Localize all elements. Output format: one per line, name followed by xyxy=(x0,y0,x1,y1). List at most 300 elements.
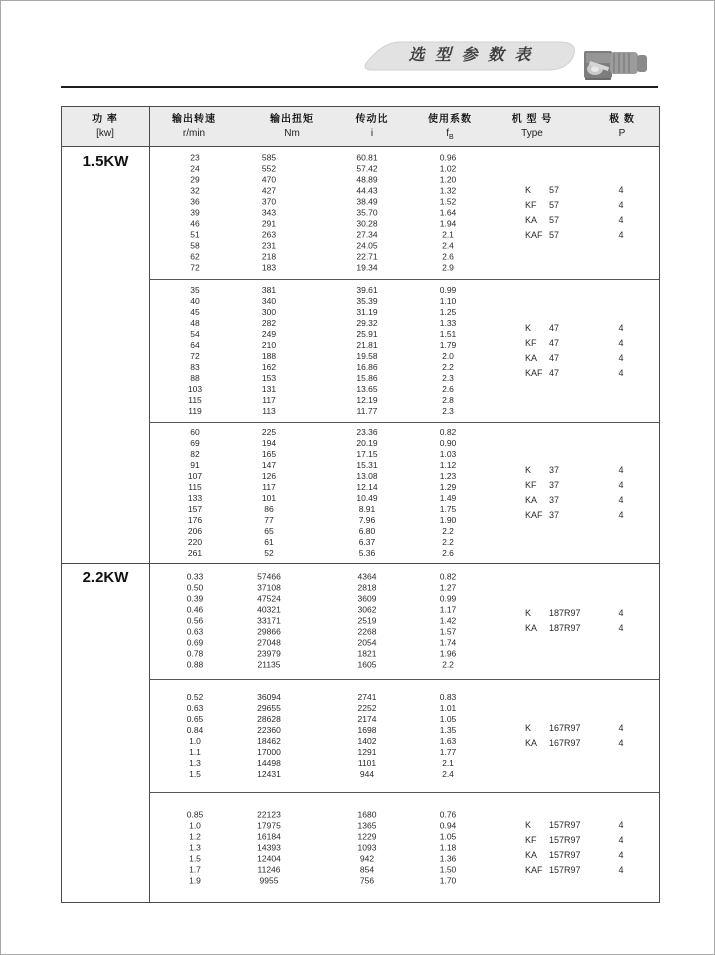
cell-i: 1402 xyxy=(357,736,377,746)
cell-i: 1821 xyxy=(357,648,377,659)
cell-fb: 1.90 xyxy=(439,515,457,525)
cell-rpm: 1.3 xyxy=(189,842,201,852)
cell-i: 854 xyxy=(359,864,375,874)
cell-fb: 2.8 xyxy=(442,395,454,405)
cell-fb: 2.6 xyxy=(442,548,454,558)
type-prefix: KA xyxy=(525,623,538,633)
title-badge xyxy=(364,41,578,72)
cell-fb: 1.20 xyxy=(439,174,457,185)
cell-rpm: 1.5 xyxy=(189,853,201,863)
cell-fb: 1.23 xyxy=(439,471,457,481)
ratio-group xyxy=(149,422,659,563)
cell-fb: 0.96 xyxy=(439,152,457,163)
cell-nm: 585 xyxy=(261,152,277,163)
type-name: KAF 57 xyxy=(525,228,601,243)
cell-nm: 165 xyxy=(261,449,277,459)
pole-count: 4 xyxy=(618,849,624,860)
cell-rpm: 0.78 xyxy=(186,648,204,659)
pole-count: 4 xyxy=(618,623,624,633)
cell-i: 12.14 xyxy=(356,482,378,492)
pole-count: 4 xyxy=(618,834,624,845)
type-row xyxy=(525,183,641,198)
type-prefix: K xyxy=(525,819,532,830)
cell-fb: 1.10 xyxy=(439,296,457,306)
cell-fb: 1.03 xyxy=(439,449,457,459)
pole-count: 4 xyxy=(618,465,624,475)
type-row xyxy=(525,621,641,636)
cell-i: 31.19 xyxy=(356,307,378,317)
type-row xyxy=(525,833,641,848)
cell-rpm: 220 xyxy=(187,537,203,547)
cell-nm: 28628 xyxy=(257,714,281,724)
column-rpm xyxy=(187,692,204,780)
cell-i: 3062 xyxy=(357,604,377,615)
cell-rpm: 206 xyxy=(187,526,203,536)
pole-count: 4 xyxy=(618,215,624,225)
cell-i: 942 xyxy=(359,853,375,863)
cell-rpm: 1.0 xyxy=(189,820,201,830)
column-fb xyxy=(440,285,457,417)
type-row xyxy=(525,508,641,523)
type-row xyxy=(525,863,641,878)
type-name: K 167R97 xyxy=(525,721,601,736)
cell-i: 12.19 xyxy=(356,395,378,405)
cell-rpm: 1.5 xyxy=(189,769,201,779)
cell-nm: 194 xyxy=(261,438,277,448)
cell-nm: 27048 xyxy=(257,637,281,648)
ratio-group xyxy=(149,147,659,279)
cell-nm: 17000 xyxy=(257,747,281,757)
cell-fb: 0.82 xyxy=(439,571,457,582)
cell-nm: 18462 xyxy=(257,736,281,746)
cell-i: 30.28 xyxy=(356,218,378,229)
cell-i: 60.81 xyxy=(356,152,378,163)
cell-rpm: 133 xyxy=(187,493,203,503)
type-prefix: KA xyxy=(525,495,538,505)
type-prefix: K xyxy=(525,185,532,195)
type-name: KAF 47 xyxy=(525,366,601,381)
cell-fb: 1.12 xyxy=(439,460,457,470)
cell-rpm: 0.63 xyxy=(186,703,204,713)
cell-nm: 183 xyxy=(261,262,277,273)
cell-rpm: 36 xyxy=(190,196,200,207)
cell-fb: 1.75 xyxy=(439,504,457,514)
cell-i: 1365 xyxy=(357,820,377,830)
cell-rpm: 0.88 xyxy=(186,659,204,670)
cell-rpm: 0.39 xyxy=(186,593,204,604)
cell-fb: 0.90 xyxy=(439,438,457,448)
cell-rpm: 24 xyxy=(190,163,200,174)
cell-nm: 370 xyxy=(261,196,277,207)
cell-rpm: 48 xyxy=(190,318,200,328)
cell-i: 29.32 xyxy=(356,318,378,328)
cell-rpm: 0.84 xyxy=(186,725,204,735)
cell-rpm: 115 xyxy=(188,395,202,405)
cell-nm: 188 xyxy=(261,351,277,361)
column-i xyxy=(358,809,377,886)
cell-fb: 1.63 xyxy=(439,736,457,746)
cell-fb: 2.3 xyxy=(442,373,454,383)
cell-i: 6.80 xyxy=(358,526,376,536)
cell-i: 24.05 xyxy=(356,240,378,251)
col-header-poles: 极 数 P xyxy=(609,114,635,139)
column-i xyxy=(358,692,377,780)
type-block xyxy=(525,606,641,636)
type-block xyxy=(525,818,641,878)
cell-nm: 210 xyxy=(261,340,277,350)
table-header xyxy=(62,107,659,147)
type-name: KA 37 xyxy=(525,493,601,508)
cell-i: 3609 xyxy=(357,593,377,604)
cell-rpm: 54 xyxy=(190,329,200,339)
cell-fb: 1.64 xyxy=(439,207,457,218)
cell-rpm: 82 xyxy=(190,449,200,459)
cell-i: 6.37 xyxy=(358,537,376,547)
cell-rpm: 58 xyxy=(190,240,200,251)
cell-rpm: 1.0 xyxy=(189,736,201,746)
col-header-speed: 输出转速 r/min xyxy=(172,114,216,139)
type-prefix: KF xyxy=(525,834,537,845)
cell-fb: 2.6 xyxy=(442,384,454,394)
col-header-power: 功 率 [kw] xyxy=(92,114,118,139)
cell-fb: 2.4 xyxy=(442,240,454,251)
column-rpm xyxy=(188,285,202,417)
pole-count: 4 xyxy=(618,200,624,210)
type-row xyxy=(525,198,641,213)
cell-fb: 1.01 xyxy=(439,703,457,713)
cell-i: 19.34 xyxy=(356,262,378,273)
cell-rpm: 91 xyxy=(190,460,200,470)
power-label: 1.5KW xyxy=(82,153,129,170)
pole-count: 4 xyxy=(618,495,624,505)
type-block xyxy=(525,721,641,751)
type-block xyxy=(525,183,641,243)
cell-fb: 0.99 xyxy=(439,593,457,604)
type-row xyxy=(525,736,641,751)
column-nm xyxy=(257,572,281,671)
cell-i: 4364 xyxy=(357,571,377,582)
cell-i: 1101 xyxy=(357,758,377,768)
cell-fb: 1.51 xyxy=(439,329,457,339)
cell-rpm: 51 xyxy=(190,229,200,240)
type-row xyxy=(525,228,641,243)
pole-count: 4 xyxy=(618,230,624,240)
column-rpm xyxy=(188,427,202,559)
cell-i: 38.49 xyxy=(356,196,378,207)
type-prefix: K xyxy=(525,723,532,733)
type-name: KA 157R97 xyxy=(525,848,601,863)
column-i xyxy=(356,153,377,274)
cell-fb: 1.36 xyxy=(439,853,457,863)
cell-fb: 1.77 xyxy=(439,747,457,757)
type-row xyxy=(525,606,641,621)
cell-nm: 16184 xyxy=(257,831,281,841)
type-prefix: KAF xyxy=(525,368,543,378)
cell-i: 27.34 xyxy=(356,229,378,240)
pole-count: 4 xyxy=(618,819,624,830)
cell-fb: 0.82 xyxy=(439,427,457,437)
cell-i: 48.89 xyxy=(356,174,378,185)
cell-fb: 1.18 xyxy=(439,842,457,852)
cell-rpm: 23 xyxy=(190,152,200,163)
cell-nm: 117 xyxy=(262,482,276,492)
cell-i: 22.71 xyxy=(356,251,378,262)
cell-fb: 1.94 xyxy=(439,218,457,229)
col-header-service-factor: 使用系数 $f_B$ xyxy=(428,114,472,141)
pole-count: 4 xyxy=(618,353,624,363)
type-prefix: K xyxy=(525,323,532,333)
type-row xyxy=(525,818,641,833)
cell-fb: 2.6 xyxy=(442,251,454,262)
cell-fb: 2.1 xyxy=(442,229,454,240)
cell-fb: 2.2 xyxy=(442,537,454,547)
cell-nm: 381 xyxy=(261,285,277,295)
cell-nm: 47524 xyxy=(257,593,281,604)
pole-count: 4 xyxy=(618,723,624,733)
page-title: 选 型 参 数 表 xyxy=(408,47,534,64)
cell-nm: 11246 xyxy=(257,864,281,874)
type-row xyxy=(525,493,641,508)
cell-fb: 0.94 xyxy=(439,820,457,830)
col-header-torque: 输出扭矩 Nm xyxy=(270,114,314,139)
cell-rpm: 115 xyxy=(188,482,202,492)
cell-fb: 2.2 xyxy=(442,362,454,372)
cell-i: 15.31 xyxy=(356,460,378,470)
cell-fb: 1.35 xyxy=(439,725,457,735)
type-name: KAF 157R97 xyxy=(525,863,601,878)
cell-nm: 101 xyxy=(261,493,277,503)
pole-count: 4 xyxy=(618,608,624,618)
cell-nm: 14498 xyxy=(257,758,281,768)
cell-nm: 282 xyxy=(261,318,277,328)
cell-nm: 33171 xyxy=(257,615,281,626)
type-name: KA 47 xyxy=(525,351,601,366)
cell-rpm: 176 xyxy=(187,515,203,525)
cell-i: 944 xyxy=(359,769,375,779)
cell-rpm: 32 xyxy=(190,185,200,196)
column-fb xyxy=(440,572,457,671)
cell-fb: 1.96 xyxy=(439,648,457,659)
cell-rpm: 0.85 xyxy=(186,809,204,819)
type-name: K 157R97 xyxy=(525,818,601,833)
type-name: KF 57 xyxy=(525,198,601,213)
type-prefix: K xyxy=(525,608,532,618)
cell-i: 21.81 xyxy=(356,340,378,350)
column-i xyxy=(356,285,377,417)
cell-i: 1680 xyxy=(357,809,377,819)
cell-rpm: 69 xyxy=(190,438,200,448)
column-nm xyxy=(262,285,276,417)
cell-fb: 1.05 xyxy=(439,714,457,724)
type-block xyxy=(525,463,641,523)
pole-count: 4 xyxy=(618,368,624,378)
cell-i: 5.36 xyxy=(358,548,376,558)
col-header-type: 机 型 号 Type xyxy=(511,114,553,139)
cell-nm: 231 xyxy=(261,240,277,251)
column-fb xyxy=(440,153,457,274)
cell-nm: 147 xyxy=(261,460,277,470)
cell-rpm: 88 xyxy=(190,373,200,383)
cell-i: 1291 xyxy=(357,747,377,757)
cell-nm: 153 xyxy=(261,373,277,383)
cell-i: 13.08 xyxy=(356,471,378,481)
cell-fb: 2.2 xyxy=(442,659,454,670)
type-name: K 47 xyxy=(525,321,601,336)
cell-rpm: 40 xyxy=(190,296,200,306)
column-nm xyxy=(257,692,281,780)
cell-nm: 86 xyxy=(264,504,274,514)
pole-count: 4 xyxy=(618,510,624,520)
cell-nm: 9955 xyxy=(259,875,279,885)
ratio-group xyxy=(149,279,659,422)
cell-i: 11.77 xyxy=(356,406,378,416)
cell-rpm: 62 xyxy=(190,251,200,262)
type-row xyxy=(525,366,641,381)
column-fb xyxy=(440,427,457,559)
type-prefix: KF xyxy=(525,480,537,490)
cell-rpm: 64 xyxy=(190,340,200,350)
type-row xyxy=(525,321,641,336)
cell-i: 2268 xyxy=(357,626,377,637)
column-nm xyxy=(262,427,276,559)
cell-nm: 343 xyxy=(261,207,277,218)
ratio-group xyxy=(149,563,659,679)
cell-fb: 2.3 xyxy=(442,406,454,416)
cell-fb: 1.02 xyxy=(439,163,457,174)
cell-fb: 1.05 xyxy=(439,831,457,841)
column-rpm xyxy=(190,153,199,274)
cell-nm: 29866 xyxy=(257,626,281,637)
cell-fb: 1.32 xyxy=(439,185,457,196)
cell-rpm: 1.9 xyxy=(189,875,201,885)
header-rule xyxy=(61,86,658,88)
cell-i: 15.86 xyxy=(356,373,378,383)
type-prefix: KAF xyxy=(525,510,543,520)
cell-fb: 1.79 xyxy=(439,340,457,350)
column-nm xyxy=(257,809,281,886)
pole-count: 4 xyxy=(618,738,624,748)
cell-rpm: 0.56 xyxy=(186,615,204,626)
cell-i: 19.58 xyxy=(356,351,378,361)
cell-nm: 470 xyxy=(261,174,277,185)
col-header-ratio: 传动比 i xyxy=(355,114,389,139)
cell-rpm: 103 xyxy=(187,384,203,394)
gear-motor-icon xyxy=(581,43,655,85)
cell-rpm: 1.3 xyxy=(189,758,201,768)
cell-fb: 1.27 xyxy=(439,582,457,593)
cell-nm: 37108 xyxy=(257,582,281,593)
cell-rpm: 45 xyxy=(190,307,200,317)
type-name: KF 157R97 xyxy=(525,833,601,848)
cell-i: 2519 xyxy=(357,615,377,626)
cell-nm: 57466 xyxy=(257,571,281,582)
cell-rpm: 72 xyxy=(190,262,200,273)
cell-nm: 162 xyxy=(261,362,277,372)
type-name: KF 37 xyxy=(525,478,601,493)
cell-i: 25.91 xyxy=(356,329,378,339)
cell-rpm: 0.33 xyxy=(186,571,204,582)
cell-rpm: 29 xyxy=(190,174,200,185)
cell-i: 7.96 xyxy=(358,515,376,525)
cell-fb: 1.25 xyxy=(439,307,457,317)
cell-nm: 22360 xyxy=(257,725,281,735)
pole-count: 4 xyxy=(618,185,624,195)
cell-nm: 12431 xyxy=(257,769,281,779)
type-row xyxy=(525,478,641,493)
type-prefix: KAF xyxy=(525,864,543,875)
cell-i: 10.49 xyxy=(356,493,378,503)
cell-fb: 2.1 xyxy=(442,758,454,768)
type-name: K 187R97 xyxy=(525,606,601,621)
type-name: K 57 xyxy=(525,183,601,198)
cell-fb: 1.52 xyxy=(439,196,457,207)
type-row xyxy=(525,721,641,736)
power-label: 2.2KW xyxy=(82,569,129,586)
cell-rpm: 1.7 xyxy=(189,864,201,874)
cell-rpm: 46 xyxy=(190,218,200,229)
cell-fb: 2.0 xyxy=(442,351,454,361)
cell-nm: 36094 xyxy=(257,692,281,702)
type-name: KA 57 xyxy=(525,213,601,228)
type-prefix: KF xyxy=(525,200,537,210)
cell-rpm: 1.2 xyxy=(189,831,201,841)
cell-fb: 1.29 xyxy=(439,482,457,492)
cell-nm: 65 xyxy=(264,526,274,536)
cell-i: 57.42 xyxy=(356,163,378,174)
column-fb xyxy=(440,692,457,780)
cell-fb: 1.70 xyxy=(439,875,457,885)
cell-nm: 427 xyxy=(261,185,277,196)
cell-nm: 126 xyxy=(261,471,277,481)
cell-i: 756 xyxy=(359,875,375,885)
type-prefix: K xyxy=(525,465,532,475)
cell-rpm: 1.1 xyxy=(189,747,201,757)
cell-i: 2174 xyxy=(357,714,377,724)
pole-count: 4 xyxy=(618,864,624,875)
cell-rpm: 261 xyxy=(187,548,203,558)
cell-nm: 77 xyxy=(264,515,274,525)
column-rpm xyxy=(187,572,204,671)
cell-rpm: 0.69 xyxy=(186,637,204,648)
cell-fb: 2.9 xyxy=(442,262,454,273)
pole-count: 4 xyxy=(618,323,624,333)
selection-table xyxy=(61,106,660,903)
cell-rpm: 0.65 xyxy=(186,714,204,724)
type-name: K 37 xyxy=(525,463,601,478)
type-row xyxy=(525,213,641,228)
cell-nm: 300 xyxy=(261,307,277,317)
cell-i: 44.43 xyxy=(356,185,378,196)
cell-rpm: 0.50 xyxy=(186,582,204,593)
cell-i: 16.86 xyxy=(356,362,378,372)
cell-fb: 2.4 xyxy=(442,769,454,779)
cell-i: 39.61 xyxy=(356,285,378,295)
type-prefix: KF xyxy=(525,338,537,348)
cell-fb: 1.33 xyxy=(439,318,457,328)
cell-nm: 14393 xyxy=(257,842,281,852)
cell-i: 1229 xyxy=(357,831,377,841)
type-name: KA 187R97 xyxy=(525,621,601,636)
column-i xyxy=(356,427,377,559)
cell-rpm: 0.63 xyxy=(186,626,204,637)
cell-i: 35.39 xyxy=(356,296,378,306)
cell-fb: 1.50 xyxy=(439,864,457,874)
type-name: KF 47 xyxy=(525,336,601,351)
cell-rpm: 0.46 xyxy=(186,604,204,615)
cell-nm: 249 xyxy=(261,329,277,339)
cell-i: 23.36 xyxy=(356,427,378,437)
type-name: KA 167R97 xyxy=(525,736,601,751)
